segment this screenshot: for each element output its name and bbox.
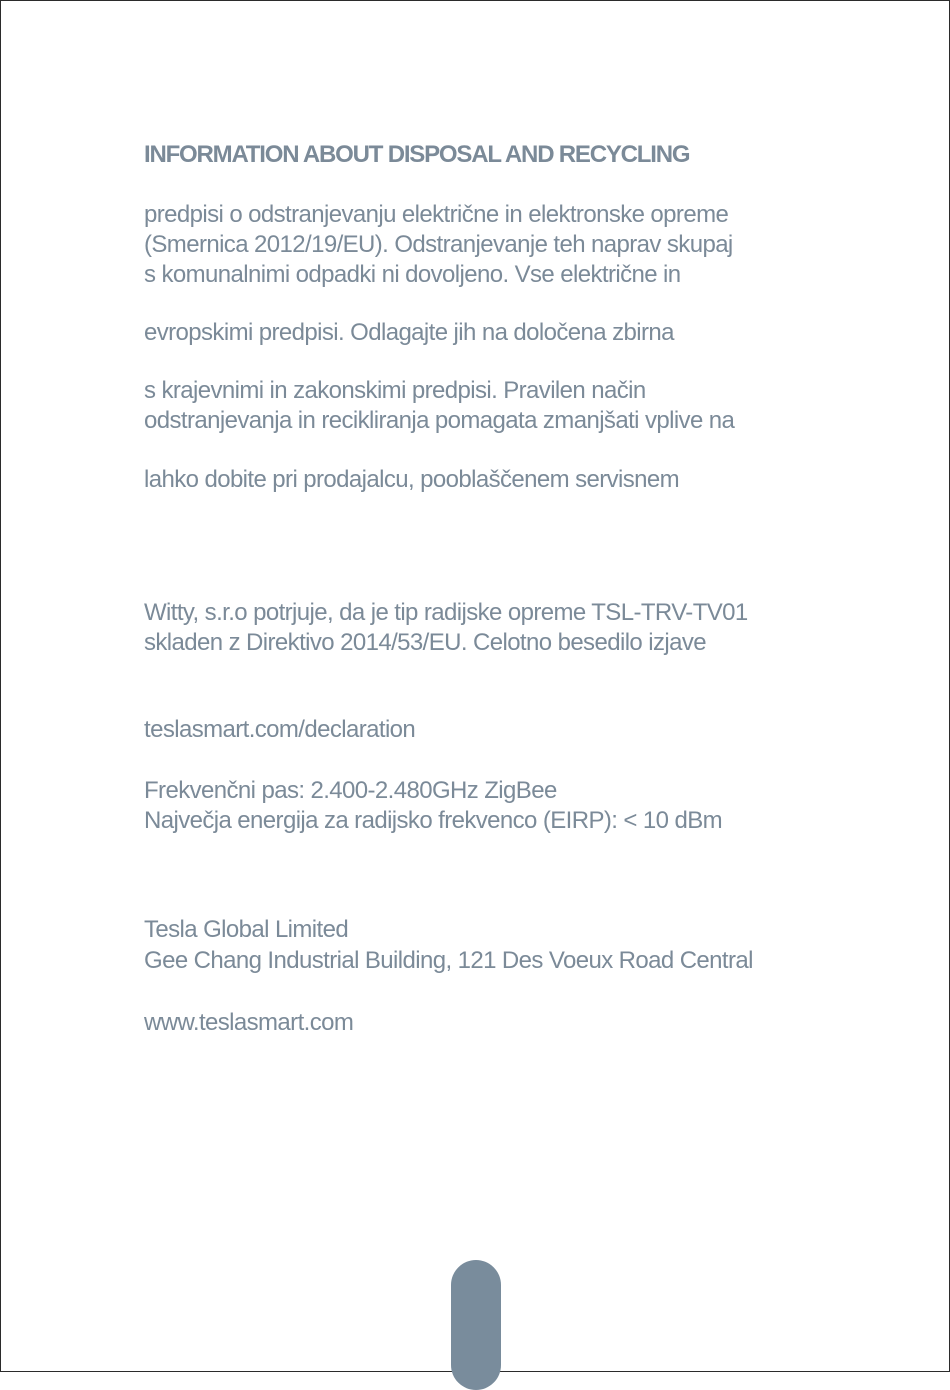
disposal-line-5: s krajevnimi in zakonskimi predpisi. Pravilen način (144, 377, 646, 404)
declaration-line-2: skladen z Direktivo 2014/53/EU. Celotno besedilo izjave (144, 629, 706, 656)
company-address: Gee Chang Industrial Building, 121 Des Voeux Road Central (144, 947, 753, 974)
disposal-line-1: predpisi o odstranjevanju električne in elektronske opreme (144, 201, 729, 228)
declaration-url: teslasmart.com/declaration (144, 716, 416, 743)
company-website: www.teslasmart.com (144, 1009, 354, 1036)
page-tab-marker (451, 1260, 501, 1390)
disposal-line-2: (Smernica 2012/19/EU). Odstranjevanje teh naprav skupaj (144, 231, 733, 258)
declaration-line-1: Witty, s.r.o potrjuje, da je tip radijske opreme TSL-TRV-TV01 (144, 599, 748, 626)
disposal-line-6: odstranjevanja in recikliranja pomagata zmanjšati vplive na (144, 407, 735, 434)
disposal-line-3: s komunalnimi odpadki ni dovoljeno. Vse električne in (144, 261, 681, 288)
section-heading: INFORMATION ABOUT DISPOSAL AND RECYCLING (144, 141, 690, 168)
max-rf-power: Največja energija za radijsko frekvenco (EIRP): < 10 dBm (144, 807, 723, 834)
disposal-line-7: lahko dobite pri prodajalcu, pooblaščenem servisnem (144, 466, 680, 493)
company-name: Tesla Global Limited (144, 916, 349, 943)
disposal-line-4: evropskimi predpisi. Odlagajte jih na določena zbirna (144, 319, 674, 346)
frequency-band: Frekvenčni pas: 2.400-2.480GHz ZigBee (144, 777, 557, 804)
